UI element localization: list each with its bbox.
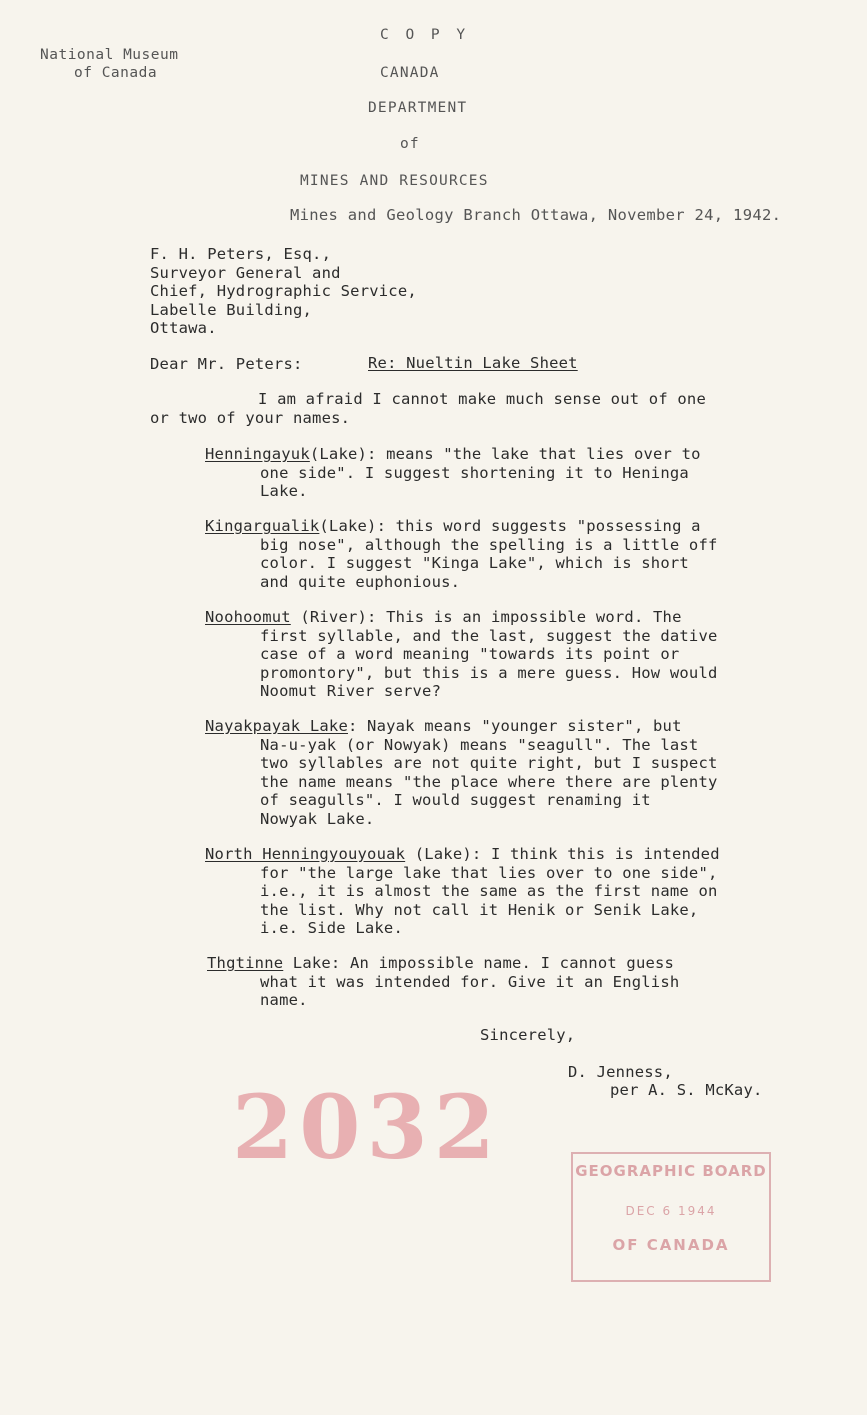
intro-line: I am afraid I cannot make much sense out of one [258, 390, 706, 408]
closing: Sincerely, [480, 1026, 576, 1044]
entry-nayakpayak [205, 717, 718, 829]
address-line: F. H. Peters, Esq., [150, 245, 332, 263]
entry-name: Nayakpayak Lake [205, 717, 348, 735]
corner-stamp-line2: of Canada [74, 65, 158, 81]
letterhead-of: of [400, 136, 420, 152]
entry-name: Noohoomut [205, 608, 291, 626]
receipt-stamp-line1: GEOGRAPHIC BOARD [575, 1162, 767, 1180]
entry-north-henningyouyouak [205, 845, 720, 938]
intro-paragraph [150, 390, 706, 427]
entry-line: Lake. [260, 482, 308, 501]
entry-name: Kingargualik [205, 517, 320, 535]
corner-stamp-line1: National Museum [40, 47, 179, 63]
branch-and-date: Mines and Geology Branch Ottawa, November 24, 1942. [290, 206, 782, 224]
letterhead-department: DEPARTMENT [368, 100, 468, 116]
address-line: Surveyor General and [150, 263, 341, 282]
entry-line: first syllable, and the last, suggest the dative [260, 626, 718, 645]
address-block [150, 245, 417, 338]
entry-line: case of a word meaning "towards its point or [260, 645, 680, 664]
letterhead-ministry: MINES AND RESOURCES [300, 173, 489, 189]
receipt-stamp-date: DEC 6 1944 [625, 1204, 717, 1218]
entry-line: and quite euphonious. [260, 572, 461, 591]
salutation: Dear Mr. Peters: [150, 355, 303, 373]
copy-label: C O P Y [380, 27, 470, 43]
entry-line: one side". I suggest shortening it to Heninga [260, 463, 689, 482]
entry-description: Lake: An impossible name. I cannot guess [283, 954, 675, 972]
entry-description: (Lake): I think this is intended [405, 845, 720, 863]
entry-description: (River): This is an impossible word. The [290, 608, 682, 626]
letterhead-country: CANADA [380, 65, 440, 81]
entry-line: Nowyak Lake. [260, 809, 375, 828]
entry-name: North Henningyouyouak [205, 845, 406, 863]
entry-line: Na-u-yak (or Nowyak) means "seagull". The last [260, 735, 699, 754]
signature-name: D. Jenness, [568, 1063, 673, 1081]
entry-description: (Lake): means "the lake that lies over to [309, 445, 701, 463]
entry-name: Thgtinne [207, 954, 284, 972]
entry-noohoomut [205, 608, 718, 701]
entry-line: color. I suggest "Kinga Lake", which is short [260, 554, 689, 573]
entry-henningayuk [205, 445, 701, 501]
entry-line: i.e. Side Lake. [260, 919, 403, 938]
entry-line: i.e., it is almost the same as the first name on [260, 882, 718, 901]
entry-name: Henningayuk [205, 445, 310, 463]
intro-line: or two of your names. [150, 408, 351, 427]
entry-line: name. [260, 991, 308, 1010]
subject-line: Re: Nueltin Lake Sheet [368, 354, 578, 372]
entry-line: of seagulls". I would suggest renaming it [260, 791, 651, 810]
receipt-stamp-line3: OF CANADA [612, 1236, 730, 1254]
signature-per: per A. S. McKay. [610, 1081, 763, 1099]
address-line: Ottawa. [150, 319, 217, 338]
entry-line: what it was intended for. Give it an English [260, 972, 680, 991]
entry-thgtinne [207, 954, 679, 1010]
entry-kingargualik [205, 517, 718, 591]
entry-description: (Lake): this word suggests "possessing a [319, 517, 701, 535]
receipt-stamp [571, 1152, 771, 1282]
entry-line: Noomut River serve? [260, 682, 442, 701]
entry-line: the list. Why not call it Henik or Senik Lake, [260, 900, 699, 919]
entry-line: two syllables are not quite right, but I suspect [260, 754, 718, 773]
file-number-stamp: 2032 [232, 1075, 501, 1179]
address-line: Labelle Building, [150, 300, 313, 319]
entry-line: big nose", although the spelling is a little off [260, 535, 718, 554]
entry-line: the name means "the place where there are plenty [260, 772, 718, 791]
entry-line: for "the large lake that lies over to one side", [260, 863, 718, 882]
entry-line: promontory", but this is a mere guess. How would [260, 663, 718, 682]
entry-description: : Nayak means "younger sister", but [347, 717, 682, 735]
address-line: Chief, Hydrographic Service, [150, 282, 417, 301]
